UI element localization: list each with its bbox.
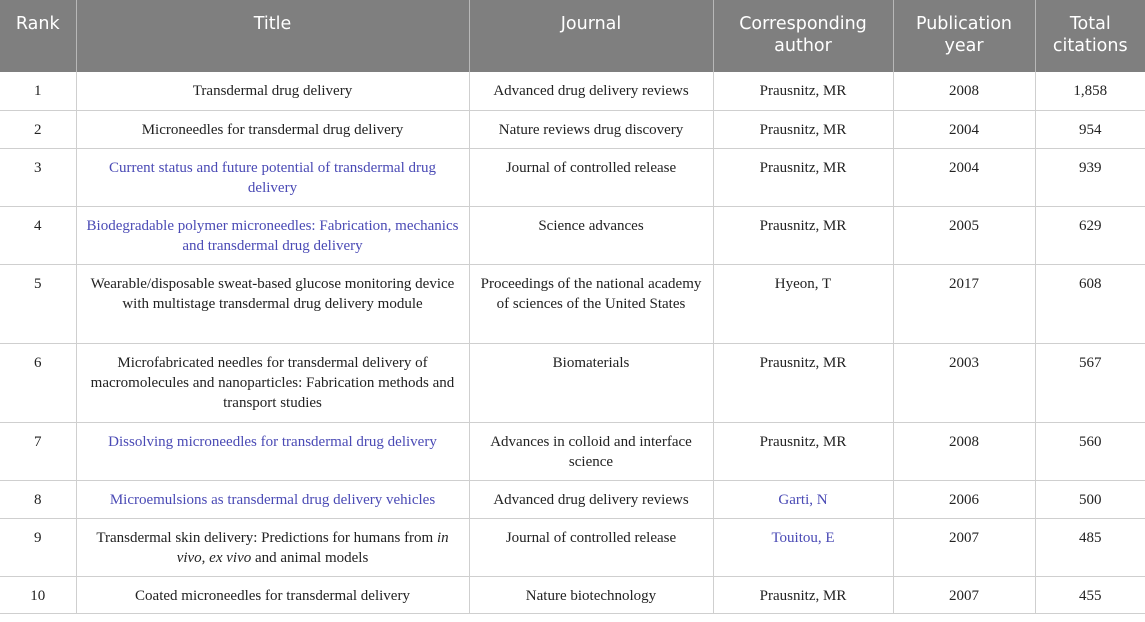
year-cell: 2003 bbox=[893, 343, 1035, 422]
table-row bbox=[0, 518, 1145, 576]
title-cell: Wearable/disposable sweat-based glucose monitoring device with multistage transdermal drug delivery module bbox=[76, 264, 469, 343]
author-cell: Prausnitz, MR bbox=[713, 148, 893, 206]
title-link[interactable]: Current status and future potential of transdermal drug delivery bbox=[76, 148, 469, 206]
title-text: Transdermal skin delivery: Predictions for humans from bbox=[96, 529, 437, 546]
rank-cell: 10 bbox=[0, 576, 76, 613]
citations-cell: 629 bbox=[1035, 206, 1145, 264]
rank-cell: 7 bbox=[0, 422, 76, 480]
journal-cell: Proceedings of the national academy of sciences of the United States bbox=[469, 264, 713, 343]
header-journal: Journal bbox=[469, 0, 713, 72]
author-cell: Hyeon, T bbox=[713, 264, 893, 343]
year-cell: 2005 bbox=[893, 206, 1035, 264]
journal-cell: Advanced drug delivery reviews bbox=[469, 72, 713, 110]
rank-cell: 8 bbox=[0, 480, 76, 518]
journal-cell: Science advances bbox=[469, 206, 713, 264]
rank-cell: 2 bbox=[0, 110, 76, 148]
title-cell bbox=[76, 518, 469, 576]
citations-cell: 608 bbox=[1035, 264, 1145, 343]
citations-cell: 560 bbox=[1035, 422, 1145, 480]
header-author: Corresponding author bbox=[713, 0, 893, 72]
author-link[interactable]: Garti, N bbox=[713, 480, 893, 518]
title-link[interactable]: Dissolving microneedles for transdermal drug delivery bbox=[76, 422, 469, 480]
table-row bbox=[0, 576, 1145, 613]
title-link[interactable]: Biodegradable polymer microneedles: Fabrication, mechanics and transdermal drug delivery bbox=[76, 206, 469, 264]
year-cell: 2004 bbox=[893, 110, 1035, 148]
table-row bbox=[0, 72, 1145, 110]
table-row bbox=[0, 264, 1145, 343]
author-cell: Prausnitz, MR bbox=[713, 206, 893, 264]
table-row bbox=[0, 343, 1145, 422]
table-row bbox=[0, 206, 1145, 264]
author-cell: Prausnitz, MR bbox=[713, 422, 893, 480]
citations-cell: 567 bbox=[1035, 343, 1145, 422]
table-row bbox=[0, 110, 1145, 148]
title-italic: in vivo bbox=[176, 529, 449, 566]
journal-cell: Biomaterials bbox=[469, 343, 713, 422]
author-link[interactable]: Touitou, E bbox=[713, 518, 893, 576]
citations-cell: 1,858 bbox=[1035, 72, 1145, 110]
author-cell: Prausnitz, MR bbox=[713, 343, 893, 422]
year-cell: 2007 bbox=[893, 576, 1035, 613]
author-cell: Prausnitz, MR bbox=[713, 576, 893, 613]
title-text: , bbox=[201, 549, 210, 566]
year-cell: 2006 bbox=[893, 480, 1035, 518]
rank-cell: 9 bbox=[0, 518, 76, 576]
citations-cell: 485 bbox=[1035, 518, 1145, 576]
rank-cell: 4 bbox=[0, 206, 76, 264]
title-cell: Coated microneedles for transdermal delivery bbox=[76, 576, 469, 613]
year-cell: 2007 bbox=[893, 518, 1035, 576]
year-cell: 2008 bbox=[893, 422, 1035, 480]
table-row bbox=[0, 480, 1145, 518]
year-cell: 2004 bbox=[893, 148, 1035, 206]
citations-cell: 939 bbox=[1035, 148, 1145, 206]
journal-cell: Nature biotechnology bbox=[469, 576, 713, 613]
rank-cell: 1 bbox=[0, 72, 76, 110]
author-cell: Prausnitz, MR bbox=[713, 110, 893, 148]
journal-cell: Advances in colloid and interface science bbox=[469, 422, 713, 480]
journal-cell: Journal of controlled release bbox=[469, 518, 713, 576]
citations-cell: 954 bbox=[1035, 110, 1145, 148]
header-citations: Total citations bbox=[1035, 0, 1145, 72]
rank-cell: 5 bbox=[0, 264, 76, 343]
citations-cell: 500 bbox=[1035, 480, 1145, 518]
table-row bbox=[0, 148, 1145, 206]
header-year: Publication year bbox=[893, 0, 1035, 72]
header-row bbox=[0, 0, 1145, 72]
header-rank: Rank bbox=[0, 0, 76, 72]
citations-cell: 455 bbox=[1035, 576, 1145, 613]
year-cell: 2008 bbox=[893, 72, 1035, 110]
title-link[interactable]: Microemulsions as transdermal drug delivery vehicles bbox=[76, 480, 469, 518]
title-cell: Microneedles for transdermal drug delivery bbox=[76, 110, 469, 148]
journal-cell: Advanced drug delivery reviews bbox=[469, 480, 713, 518]
title-cell: Transdermal drug delivery bbox=[76, 72, 469, 110]
title-text: and animal models bbox=[251, 549, 369, 566]
year-cell: 2017 bbox=[893, 264, 1035, 343]
header-title: Title bbox=[76, 0, 469, 72]
table-row bbox=[0, 422, 1145, 480]
rank-cell: 3 bbox=[0, 148, 76, 206]
title-italic: ex vivo bbox=[209, 549, 252, 566]
journal-cell: Nature reviews drug discovery bbox=[469, 110, 713, 148]
rank-cell: 6 bbox=[0, 343, 76, 422]
title-cell: Microfabricated needles for transdermal delivery of macromolecules and nanoparticles: Fabrication methods and transport studies bbox=[76, 343, 469, 422]
author-cell: Prausnitz, MR bbox=[713, 72, 893, 110]
journal-cell: Journal of controlled release bbox=[469, 148, 713, 206]
